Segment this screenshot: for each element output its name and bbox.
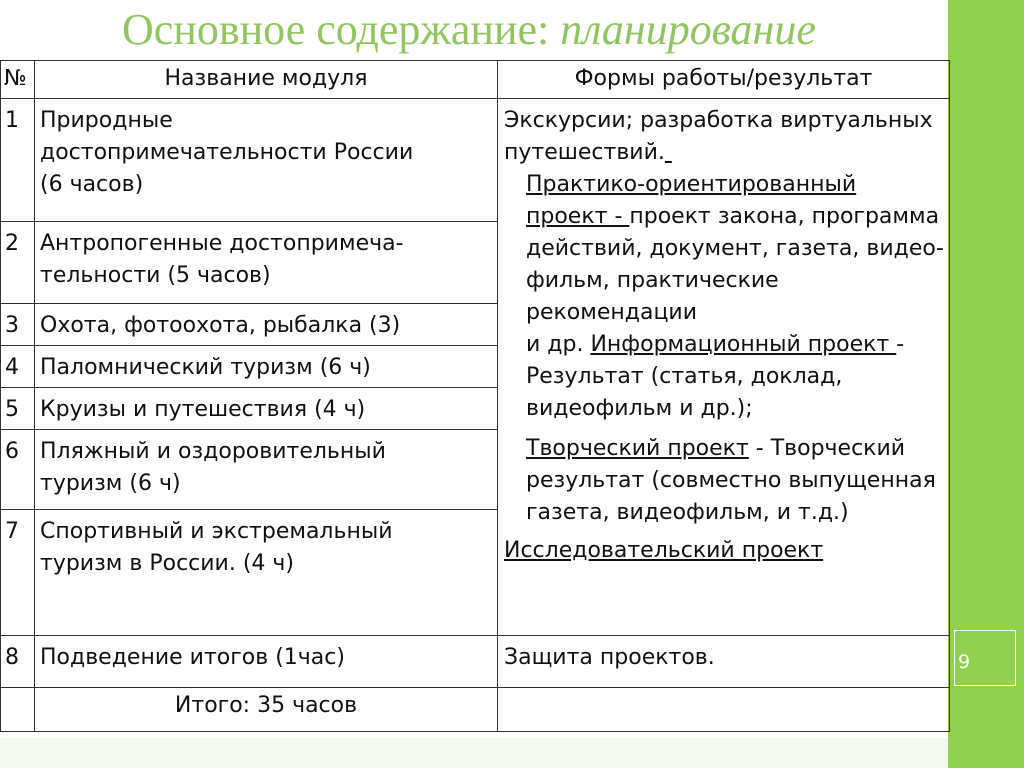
forms-line [504,137,945,169]
forms-text: и др. [526,332,591,357]
total-forms-empty [498,688,950,732]
row-number: 6 [1,430,35,510]
header-forms: Формы работы/результат [498,61,950,99]
row-number: 8 [1,636,35,688]
module-line: туризм (6 ч) [40,471,181,496]
forms-line: газета, видеофильм, и т.д.) [526,500,849,525]
forms-line: видеофильм и др.); [526,396,753,421]
module-name [35,222,498,304]
forms-final: Защита проектов. [498,636,950,688]
planning-table [0,60,950,732]
module-line: Пляжный и оздоровительный [40,439,386,464]
total-num-empty [1,688,35,732]
module-line: (6 часов) [40,172,144,197]
total-text: Итого: 35 часов [35,688,498,732]
module-line: тельности (5 часов) [40,263,271,288]
forms-line [504,201,945,233]
module-name [35,99,498,222]
row-number: 3 [1,304,35,346]
row-number: 2 [1,222,35,304]
forms-line [504,433,945,465]
practice-project-link[interactable]: Практико-ориентированный [526,172,857,197]
forms-text: - [896,332,905,357]
forms-line [504,329,945,361]
module-name: Паломнический туризм (6 ч) [35,346,498,388]
header-module: Название модуля [35,61,498,99]
forms-line: фильм, практические рекомендации [526,268,779,325]
module-line: достопримечательности России [40,140,414,165]
module-line: Природные [40,108,173,133]
module-name [35,430,498,510]
row-number: 1 [1,99,35,222]
info-project-link[interactable]: Информационный проект [590,332,897,357]
title-italic: планирование [560,5,816,54]
research-project-link[interactable]: Исследовательский проект [504,538,824,563]
forms-text: путешествий. [504,140,665,165]
forms-cell [498,99,950,636]
total-row [1,688,950,732]
title-regular: Основное содержание: [122,5,561,54]
bottom-tint-strip [0,738,948,768]
module-name: Охота, фотоохота, рыбалка (3) [35,304,498,346]
slide-number-text: 9 [958,651,971,673]
forms-text: - Творческий [748,436,906,461]
slide-title [122,4,816,57]
module-name: Круизы и путешествия (4 ч) [35,388,498,430]
forms-text: проект закона, программа [629,204,940,229]
module-line: Спортивный и экстремальный [40,519,393,544]
slide-number [954,630,1016,686]
header-row [1,61,950,99]
row-number: 4 [1,346,35,388]
underline-gap [665,140,672,165]
module-line: туризм в России. (4 ч) [40,551,294,576]
project-link[interactable]: проект - [526,204,630,229]
table-row [1,636,950,688]
creative-project-link[interactable]: Творческий проект [526,436,749,461]
forms-line: действий, документ, газета, видео- [526,236,944,261]
forms-line: Результат (статья, доклад, [526,364,843,389]
forms-line: Экскурсии; разработка виртуальных [504,108,933,133]
header-num: № [1,61,35,99]
module-name [35,510,498,636]
row-number: 5 [1,388,35,430]
row-number: 7 [1,510,35,636]
module-name: Подведение итогов (1час) [35,636,498,688]
forms-line: результат (совместно выпущенная [526,468,936,493]
module-line: Антропогенные достопримеча- [40,231,404,256]
table-row [1,99,950,222]
